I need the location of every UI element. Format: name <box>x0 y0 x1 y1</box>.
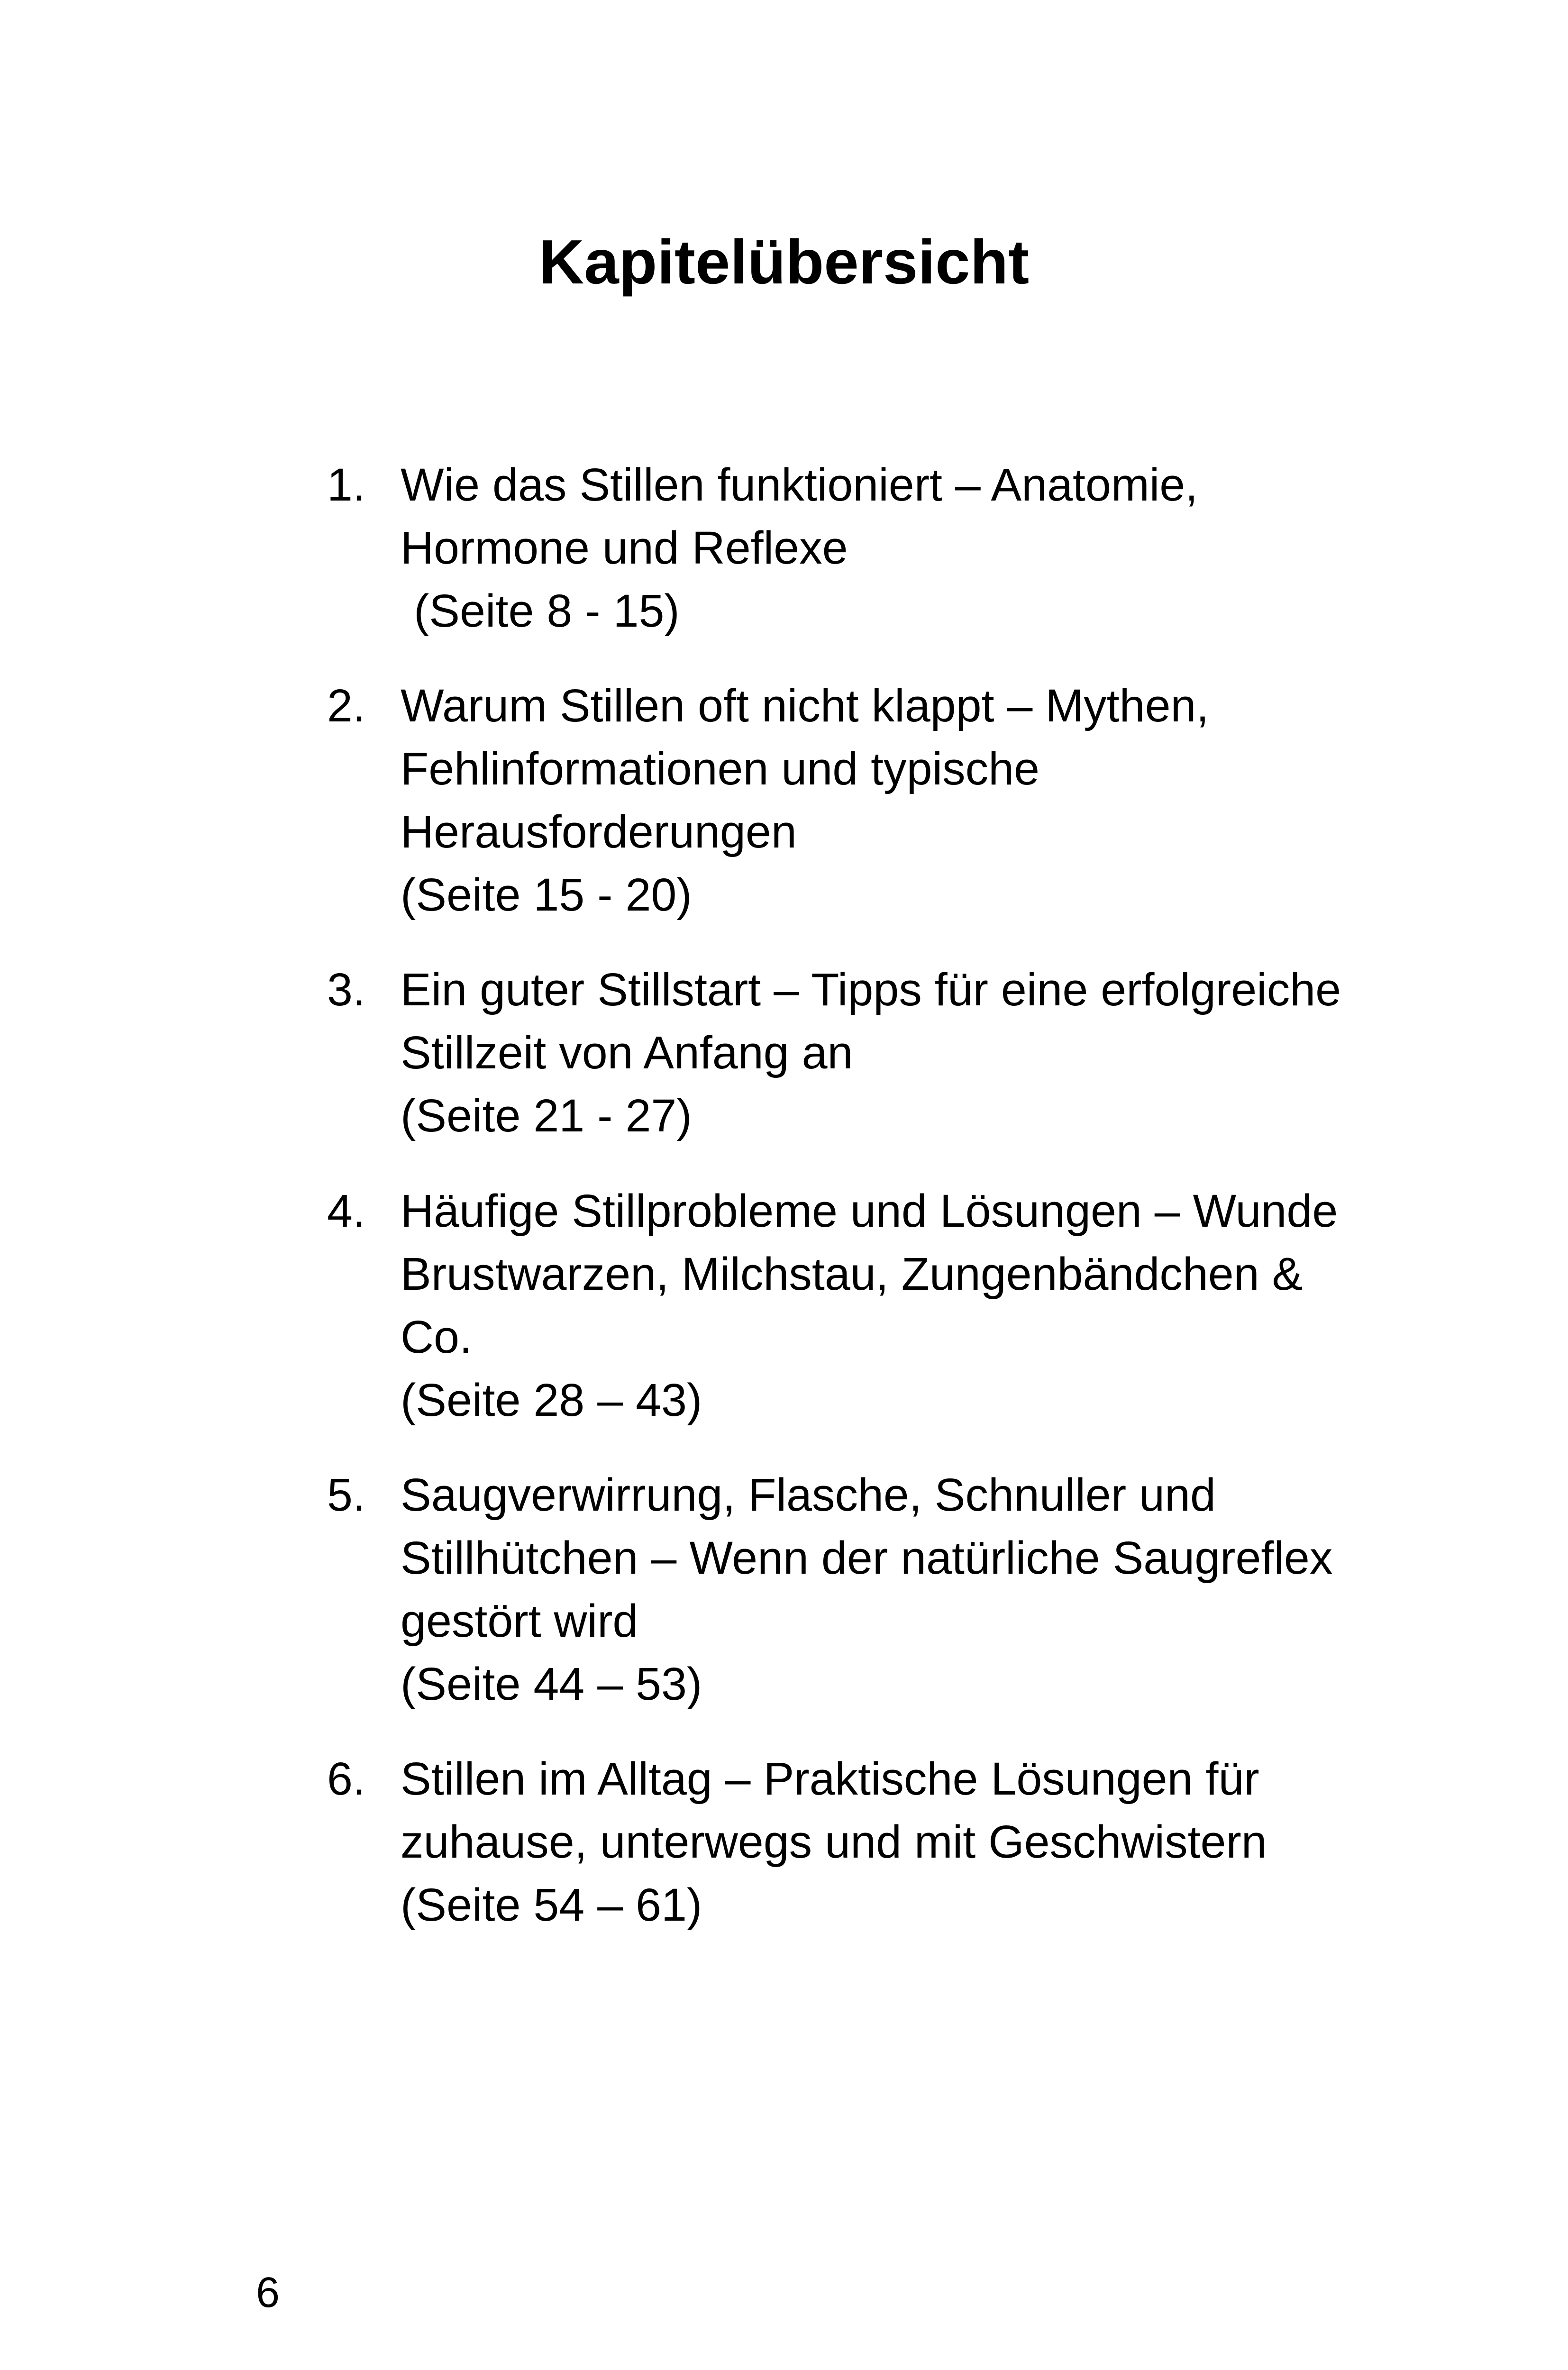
toc-item-page-range: (Seite 44 – 53) <box>401 1658 702 1710</box>
toc-item-text <box>401 453 1396 642</box>
toc-item-title-line: Stillzeit von Anfang an <box>401 1027 853 1078</box>
toc-item-text <box>401 1179 1396 1431</box>
toc-item-title-line: Saugverwirrung, Flasche, Schnuller und <box>401 1469 1216 1521</box>
toc-item-title-line: Ein guter Stillstart – Tipps für eine erfolgreiche <box>401 964 1341 1015</box>
toc-item-title-line: Fehlinformationen und typische <box>401 743 1040 794</box>
toc-item-number: 3. <box>327 964 365 1015</box>
page-title: Kapitelübersicht <box>538 227 1030 297</box>
toc-item-title-line: Hormone und Reflexe <box>401 522 848 574</box>
toc-item-page-range: (Seite 21 - 27) <box>401 1090 692 1141</box>
toc-item-title-line: Brustwarzen, Milchstau, Zungenbändchen & <box>401 1248 1303 1300</box>
toc-item-number: 6. <box>327 1753 365 1805</box>
toc-item-title-line: gestört wird <box>401 1595 638 1647</box>
toc-item-title-line: Stillen im Alltag – Praktische Lösungen für <box>401 1753 1259 1805</box>
toc-item-title-line: Herausforderungen <box>401 806 797 857</box>
toc-item-number: 1. <box>327 459 365 510</box>
toc-item-text <box>401 674 1396 926</box>
toc-item-text <box>401 958 1396 1147</box>
toc-item-text <box>401 1463 1396 1715</box>
toc-item-title-line: Wie das Stillen funktioniert – Anatomie, <box>401 459 1198 510</box>
toc-item-text <box>401 1747 1396 1936</box>
toc-item-title-line: Warum Stillen oft nicht klappt – Mythen, <box>401 680 1209 731</box>
toc-item-title-line: Co. <box>401 1311 472 1363</box>
toc-item-page-range: (Seite 8 - 15) <box>414 585 680 637</box>
page-number: 6 <box>256 2269 280 2316</box>
toc-item-number: 4. <box>327 1185 365 1237</box>
toc-item-number: 2. <box>327 680 365 731</box>
toc-item-title-line: zuhause, unterwegs und mit Geschwistern <box>401 1816 1267 1868</box>
toc-item-title-line: Häufige Stillprobleme und Lösungen – Wunde <box>401 1185 1338 1237</box>
toc-item-page-range: (Seite 54 – 61) <box>401 1879 702 1931</box>
toc-item-page-range: (Seite 28 – 43) <box>401 1374 702 1426</box>
toc-item-number: 5. <box>327 1469 365 1521</box>
toc-item-title-line: Stillhütchen – Wenn der natürliche Saugreflex <box>401 1532 1333 1584</box>
toc-item-page-range: (Seite 15 - 20) <box>401 869 692 921</box>
